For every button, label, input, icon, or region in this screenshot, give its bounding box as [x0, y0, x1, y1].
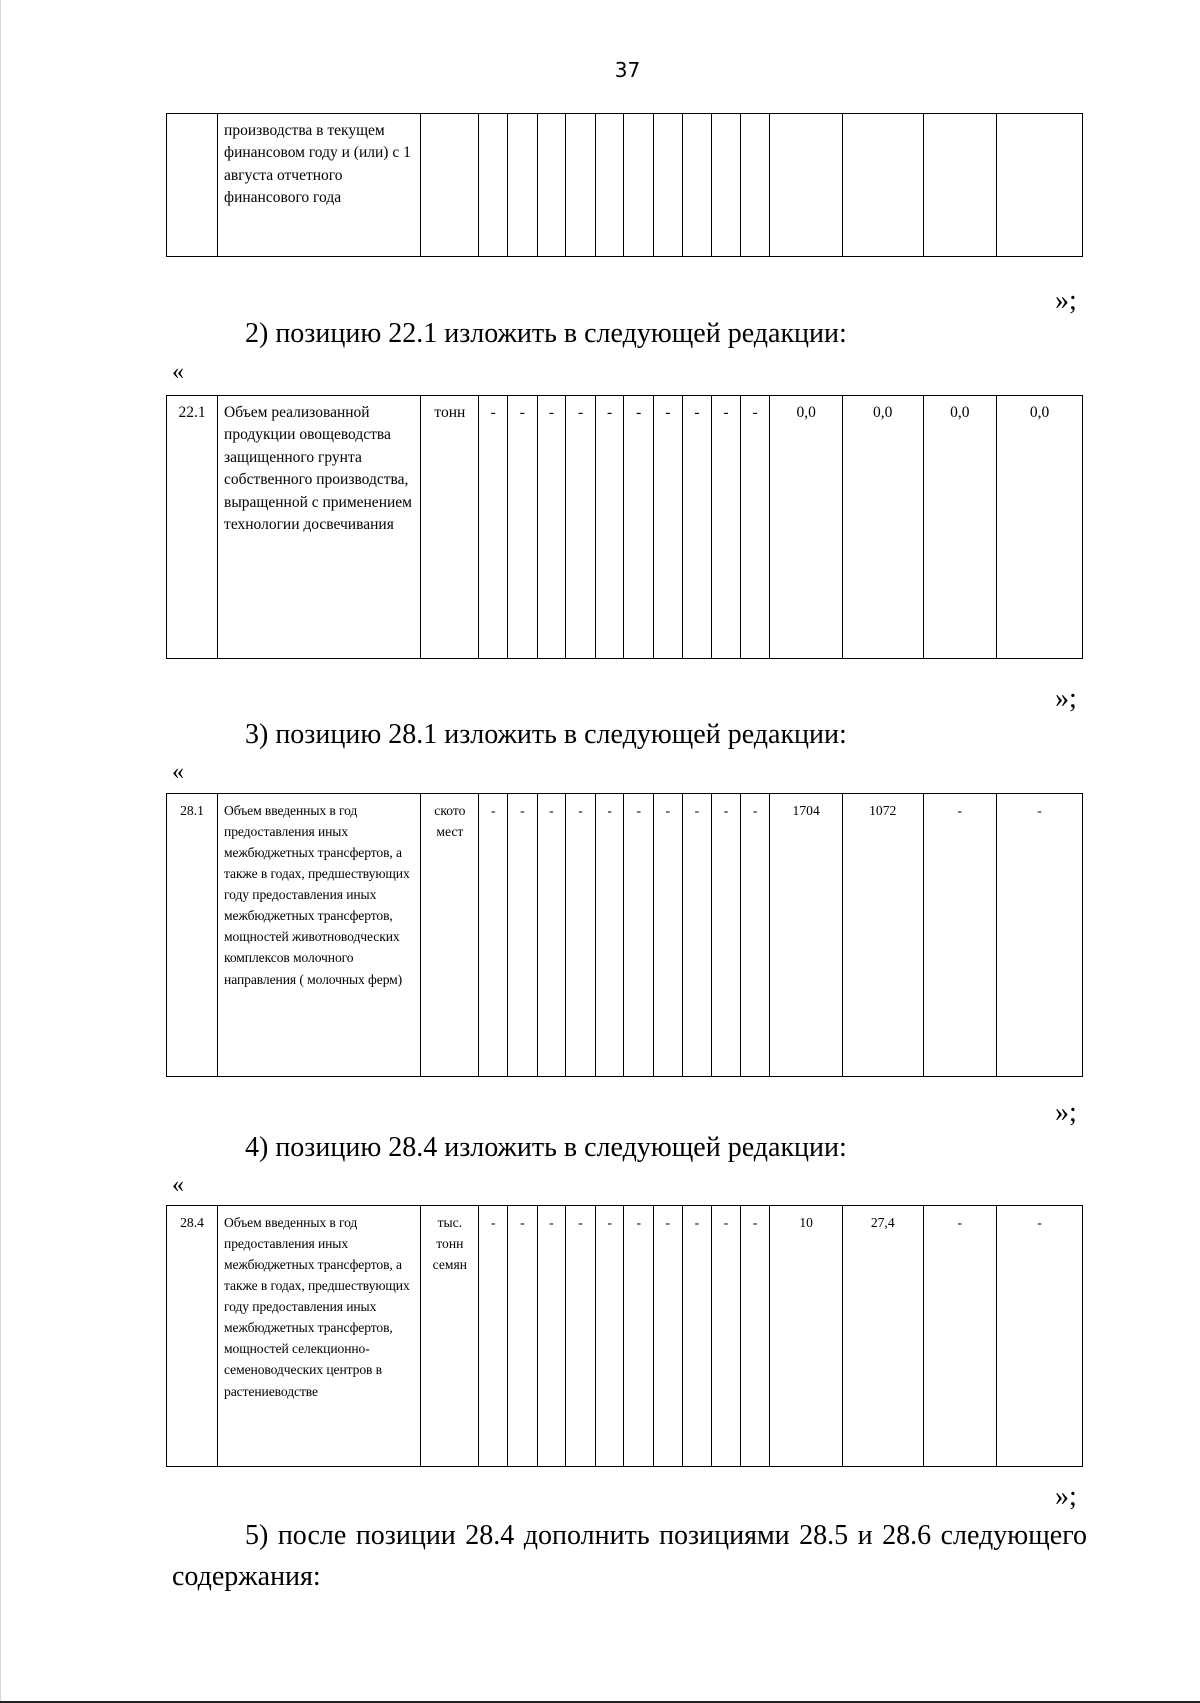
cell-value: -	[923, 794, 997, 1077]
cell-dash: -	[740, 794, 770, 1077]
cell-unit: тыс. тонн семян	[421, 1206, 479, 1467]
closing-quote: »;	[1055, 1097, 1077, 1128]
cell-value: -	[923, 1206, 997, 1467]
cell-dash: -	[624, 794, 654, 1077]
cell-value: 27,4	[842, 1206, 923, 1467]
cell-value: 0,0	[997, 396, 1083, 659]
cell-dash: -	[682, 1206, 712, 1467]
cell-number: 22.1	[167, 396, 218, 659]
cell-dash: -	[508, 794, 538, 1077]
cell-dash: -	[537, 1206, 566, 1467]
table-position-28-4	[166, 1205, 1083, 1467]
cell-dash: -	[479, 1206, 508, 1467]
cell-description: Объем введенных в год предоставления иных межбюджетных трансфертов, а также в годах, предшествующих году предоставления иных межбюджетных трансфертов, мощностей селекционно-семеноводческих центров в растениеводстве	[218, 1206, 421, 1467]
cell-dash: -	[537, 794, 566, 1077]
cell-dash: -	[566, 1206, 596, 1467]
table-row	[167, 114, 1083, 257]
cell-dash: -	[537, 396, 566, 659]
cell-unit: ското мест	[421, 794, 479, 1077]
table-position-22-1	[166, 395, 1083, 659]
instruction-2: 2) позицию 22.1 изложить в следующей редакции:	[245, 318, 847, 349]
page-number: 37	[614, 58, 641, 82]
cell-number: 28.1	[167, 794, 218, 1077]
cell-dash: -	[508, 1206, 538, 1467]
cell-dash: -	[595, 794, 624, 1077]
table-position-28-1	[166, 793, 1083, 1077]
cell-dash: -	[654, 1206, 683, 1467]
cell-value: 0,0	[842, 396, 923, 659]
cell-dash: -	[508, 396, 538, 659]
cell-dash: -	[595, 396, 624, 659]
cell-dash: -	[740, 1206, 770, 1467]
cell-value: 1704	[770, 794, 843, 1077]
instruction-5: 5) после позиции 28.4 дополнить позициями 28.5 и 28.6 следующего содержания:	[172, 1520, 1087, 1592]
cell-dash: -	[479, 396, 508, 659]
cell-value: 0,0	[770, 396, 843, 659]
cell-value: -	[997, 1206, 1083, 1467]
table-continuation	[166, 113, 1083, 257]
table-row	[167, 1206, 1083, 1467]
cell-dash: -	[654, 396, 683, 659]
cell-dash: -	[654, 794, 683, 1077]
instruction-4: 4) позицию 28.4 изложить в следующей редакции:	[245, 1132, 847, 1163]
table-row	[167, 794, 1083, 1077]
table-row	[167, 396, 1083, 659]
cell-dash: -	[682, 794, 712, 1077]
instruction-3: 3) позицию 28.1 изложить в следующей редакции:	[245, 719, 847, 750]
cell-number: 28.4	[167, 1206, 218, 1467]
cell-description: Объем введенных в год предоставления иных межбюджетных трансфертов, а также в годах, предшествующих году предоставления иных межбюджетных трансфертов, мощностей животноводческих комплексов молочного направления ( молочных ферм)	[218, 794, 421, 1077]
cell-dash: -	[624, 396, 654, 659]
cell-dash: -	[566, 794, 596, 1077]
cell-dash: -	[624, 1206, 654, 1467]
cell-description: производства в текущем финансовом году и (или) с 1 августа отчетного финансового года	[218, 114, 421, 257]
cell-dash: -	[740, 396, 770, 659]
cell-number	[167, 114, 218, 257]
opening-quote: «	[172, 759, 184, 785]
closing-quote: »;	[1055, 285, 1077, 316]
cell-value: -	[997, 794, 1083, 1077]
opening-quote: «	[172, 1172, 184, 1198]
opening-quote: «	[172, 359, 184, 385]
cell-description: Объем реализованной продукции овощеводства защищенного грунта собственного производства, выращенной с применением технологии досвечивания	[218, 396, 421, 659]
cell-dash: -	[712, 794, 741, 1077]
cell-dash: -	[595, 1206, 624, 1467]
closing-quote: »;	[1055, 683, 1077, 714]
cell-value: 1072	[842, 794, 923, 1077]
cell-dash: -	[566, 396, 596, 659]
cell-dash: -	[479, 794, 508, 1077]
closing-quote: »;	[1055, 1481, 1077, 1512]
cell-dash: -	[712, 396, 741, 659]
cell-unit: тонн	[421, 396, 479, 659]
page-edge-left	[0, 0, 1, 1703]
cell-dash: -	[712, 1206, 741, 1467]
cell-value: 0,0	[923, 396, 997, 659]
cell-value: 10	[770, 1206, 843, 1467]
cell-dash: -	[682, 396, 712, 659]
